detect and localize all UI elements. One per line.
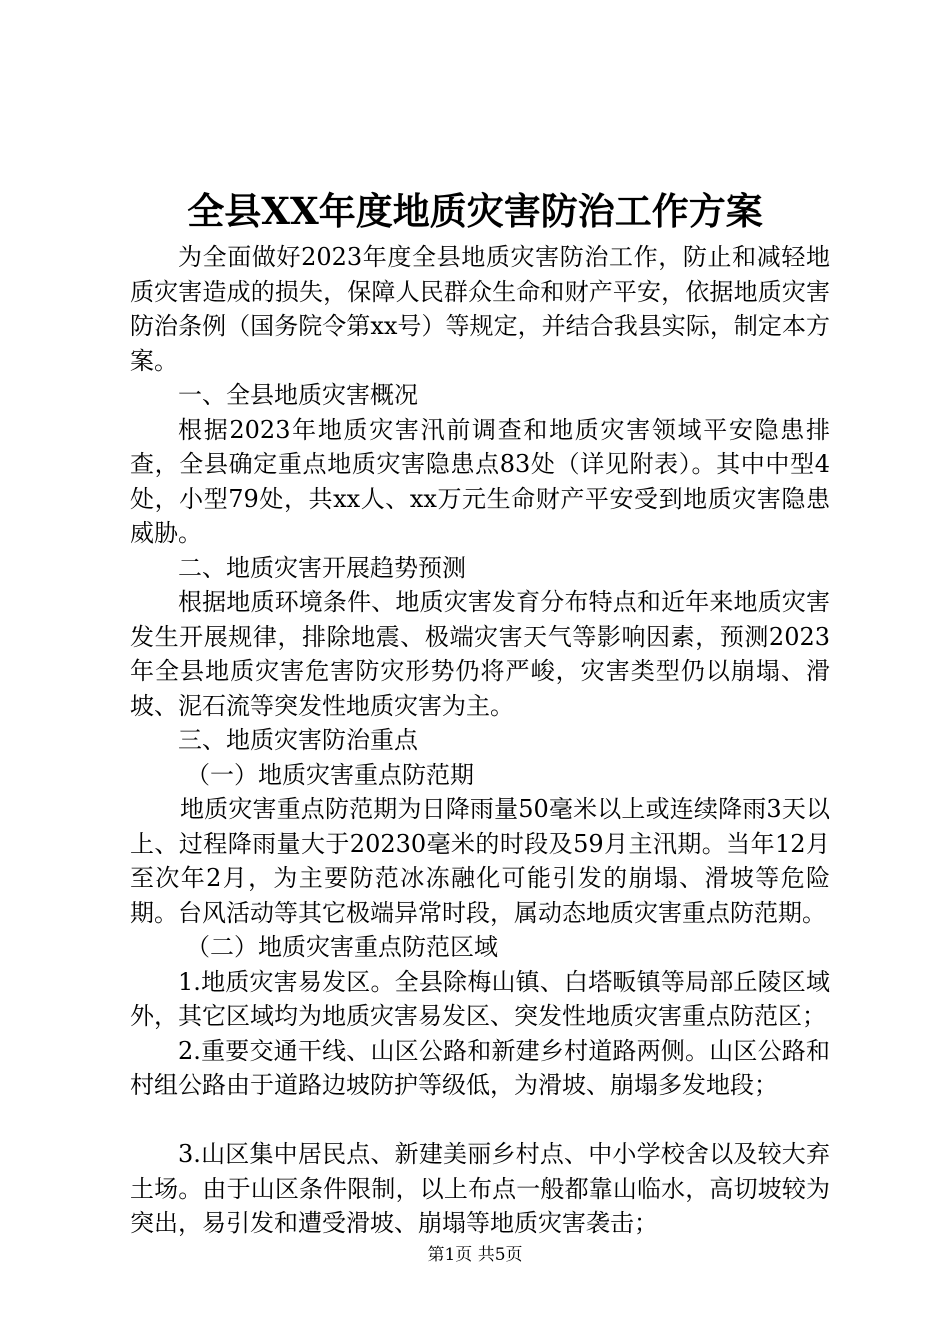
intro-paragraph: 为全面做好2023年度全县地质灾害防治工作，防止和减轻地质灾害造成的损失，保障人民群众生命和财产平安，依据地质灾害防治条例（国务院令第xx号）等规定，并结合我县实际，制定本方案。	[130, 243, 830, 375]
subsection-heading-2: （二）地质灾害重点防范区域	[186, 933, 498, 961]
blank-line	[130, 1103, 830, 1138]
list-item-3: 3.山区集中居民点、新建美丽乡村点、中小学校舍以及较大弃土场。由于山区条件限制，以上布点一般都靠山临水，高切坡较为突出，易引发和遭受滑坡、崩塌等地质灾害袭击；	[130, 1140, 830, 1237]
section-heading-1: 一、全县地质灾害概况	[178, 381, 418, 409]
document-title: 全县XX年度地质灾害防治工作方案	[187, 189, 763, 233]
list-item-2: 2.重要交通干线、山区公路和新建乡村道路两侧。山区公路和村组公路由于道路边坡防护等级低，为滑坡、崩塌多发地段；	[130, 1036, 830, 1099]
subsection-1-paragraph: 地质灾害重点防范期为日降雨量50毫米以上或连续降雨3天以上、过程降雨量大于20230毫米的时段及59月主汛期。当年12月至次年2月，为主要防范冰冻融化可能引发的崩塌、滑坡等危险期。台风活动等其它极端异常时段，属动态地质灾害重点防范期。	[130, 795, 830, 927]
section-heading-2: 二、地质灾害开展趋势预测	[178, 553, 466, 582]
list-item-1: 1.地质灾害易发区。全县除梅山镇、白塔畈镇等局部丘陵区域外，其它区域均为地质灾害易发区、突发性地质灾害重点防范区；	[130, 967, 830, 1030]
page-footer: 第1页 共5页	[427, 1245, 523, 1265]
subsection-heading-1: （一）地质灾害重点防范期	[186, 760, 474, 789]
section-1-paragraph: 根据2023年地质灾害汛前调查和地质灾害领域平安隐患排查，全县确定重点地质灾害隐患点83处（详见附表）。其中中型4处，小型79处，共xx人、xx万元生命财产平安受到地质灾害隐患威胁。	[130, 415, 830, 547]
section-heading-3: 三、地质灾害防治重点	[178, 726, 418, 754]
section-2-paragraph: 根据地质环境条件、地质灾害发育分布特点和近年来地质灾害发生开展规律，排除地震、极端灾害天气等影响因素，预测2023年全县地质灾害危害防灾形势仍将严峻，灾害类型仍以崩塌、滑坡、泥石流等突发性地质灾害为主。	[130, 588, 830, 720]
document-body	[130, 240, 830, 1241]
